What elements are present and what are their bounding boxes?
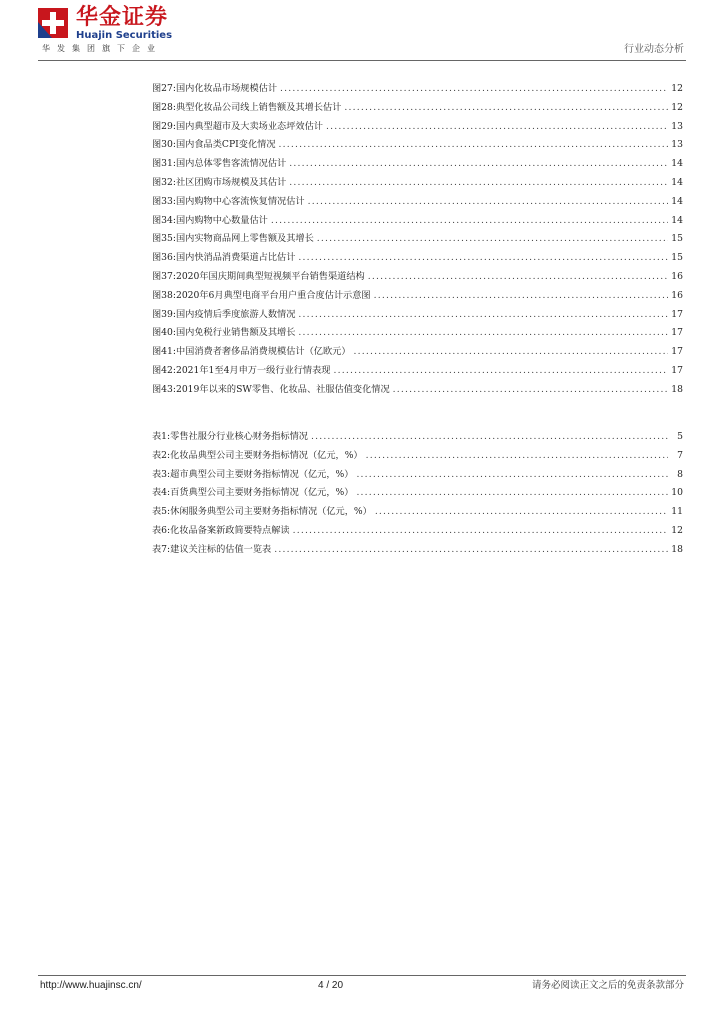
group-affiliation: 华发集团旗下企业 — [42, 44, 162, 53]
toc-entry[interactable] — [152, 249, 683, 268]
toc-entry-title: 2020年国庆期间典型短视频平台销售渠道结构 — [175, 270, 365, 282]
toc-entry-page: 5 — [677, 431, 683, 442]
toc-entry-page: 16 — [671, 289, 683, 301]
toc-entry-title: 2019年以来的SW零售、化妆品、社服估值变化情况 — [175, 383, 390, 395]
toc-entry[interactable] — [152, 541, 683, 560]
toc-entry[interactable] — [152, 484, 683, 503]
toc-entry-label: 图42: — [152, 364, 176, 376]
toc-entry[interactable] — [152, 324, 683, 343]
toc-entry-title: 百货典型公司主要财务指标情况（亿元，%） — [170, 487, 354, 499]
toc-entry-page: 14 — [671, 158, 683, 170]
toc-entry[interactable] — [152, 174, 683, 193]
toc-entry-title: 国内典型超市及大卖场业态坪效估计 — [175, 120, 323, 132]
toc-leader-dots — [368, 268, 668, 287]
toc-entry-label: 表5: — [152, 506, 171, 518]
toc-entry-title: 建议关注标的估值一览表 — [170, 543, 272, 555]
toc-entry-page: 7 — [677, 449, 683, 461]
toc-entry[interactable] — [152, 503, 683, 522]
toc-entry[interactable] — [152, 447, 683, 466]
toc-leader-dots — [326, 118, 668, 137]
figures-toc-list — [152, 80, 683, 400]
toc-entry-page: 15 — [671, 233, 683, 245]
toc-entry[interactable] — [152, 428, 683, 447]
header-divider — [38, 60, 686, 61]
toc-leader-dots — [280, 80, 668, 99]
toc-entry[interactable] — [152, 193, 683, 212]
toc-entry-title: 2020年6月典型电商平台用户重合度估计示意图 — [175, 289, 371, 301]
toc-entry[interactable] — [152, 343, 683, 362]
toc-entry-page: 13 — [671, 139, 683, 151]
toc-leader-dots — [279, 136, 668, 155]
toc-entry-label: 图33: — [152, 195, 176, 207]
toc-entry-label: 图41: — [152, 346, 176, 358]
toc-entry-label: 图28: — [152, 101, 176, 113]
toc-entry-title: 化妆品备案新政简要特点解读 — [170, 524, 290, 536]
toc-entry-label: 图37: — [152, 270, 176, 282]
toc-entry-title: 化妆品典型公司主要财务指标情况（亿元，%） — [170, 449, 363, 461]
toc-entry-label: 图32: — [152, 176, 176, 188]
toc-leader-dots — [375, 503, 668, 522]
huajin-logo-icon — [38, 8, 68, 38]
toc-entry-page: 8 — [677, 468, 683, 480]
toc-entry[interactable] — [152, 155, 683, 174]
toc-entry-page: 17 — [671, 364, 683, 376]
toc-entry-label: 表3: — [152, 468, 171, 480]
toc-entry-page: 14 — [671, 195, 683, 207]
toc-entry[interactable] — [152, 136, 683, 155]
toc-entry[interactable] — [152, 522, 683, 541]
toc-entry[interactable] — [152, 287, 683, 306]
toc-entry-label: 表2: — [152, 449, 171, 461]
footer-website-link[interactable]: http://www.huajinsc.cn/ — [40, 980, 142, 991]
toc-leader-dots — [356, 484, 668, 503]
report-type: 行业动态分析 — [624, 44, 684, 55]
toc-entry[interactable] — [152, 268, 683, 287]
footer-disclaimer: 请务必阅读正文之后的免责条款部分 — [531, 980, 684, 991]
toc-entry-page: 16 — [671, 270, 683, 282]
toc-leader-dots — [374, 287, 668, 306]
toc-entry[interactable] — [152, 230, 683, 249]
toc-entry-title: 国内实物商品网上零售额及其增长 — [175, 233, 314, 245]
toc-leader-dots — [298, 306, 668, 325]
toc-leader-dots — [356, 466, 668, 485]
toc-leader-dots — [317, 230, 668, 249]
toc-entry[interactable] — [152, 466, 683, 485]
toc-entry-page: 13 — [671, 120, 683, 132]
toc-entry-label: 图36: — [152, 252, 176, 264]
toc-entry-title: 国内免税行业销售额及其增长 — [175, 327, 296, 339]
toc-entry-label: 表1: — [152, 431, 171, 442]
toc-entry-label: 图39: — [152, 308, 176, 320]
toc-entry[interactable] — [152, 306, 683, 325]
toc-entry-title: 零售社服分行业核心财务指标情况 — [170, 431, 308, 442]
toc-entry-page: 12 — [671, 524, 683, 536]
toc-entry[interactable] — [152, 381, 683, 400]
toc-entry-page: 15 — [671, 252, 683, 264]
toc-entry-title: 社区团购市场规模及其估计 — [175, 176, 287, 188]
toc-entry-title: 休闲服务典型公司主要财务指标情况（亿元，%） — [170, 506, 372, 518]
toc-entry[interactable] — [152, 362, 683, 381]
page-number: 4 / 20 — [318, 980, 344, 991]
toc-entry-title: 国内疫情后季度旅游人数情况 — [175, 308, 296, 320]
toc-leader-dots — [308, 193, 668, 212]
toc-entry-page: 14 — [671, 214, 683, 226]
toc-entry-label: 图38: — [152, 289, 176, 301]
toc-leader-dots — [354, 343, 668, 362]
toc-leader-dots — [298, 249, 668, 268]
toc-entry-page: 17 — [671, 308, 683, 320]
toc-entry-label: 图30: — [152, 139, 176, 151]
brand-name-chinese: 华金证券 — [76, 5, 169, 30]
toc-entry-label: 图29: — [152, 120, 176, 132]
toc-entry[interactable] — [152, 212, 683, 231]
toc-entry-page: 18 — [671, 383, 683, 395]
toc-entry-label: 图31: — [152, 158, 176, 170]
toc-entry-page: 17 — [671, 327, 683, 339]
toc-entry-title: 国内食品类CPI变化情况 — [175, 139, 276, 151]
toc-leader-dots — [393, 381, 668, 400]
toc-entry-title: 国内购物中心客流恢复情况估计 — [175, 195, 305, 207]
toc-leader-dots — [274, 541, 668, 560]
footer-divider — [38, 975, 686, 976]
toc-entry-label: 图43: — [152, 383, 176, 395]
toc-entry-page: 14 — [671, 176, 683, 188]
toc-entry-title: 中国消费者奢侈品消费规模估计（亿欧元） — [175, 346, 351, 358]
tables-toc-list — [152, 428, 683, 560]
toc-entry-title: 国内快消品消费渠道占比估计 — [175, 252, 296, 264]
toc-entry-page: 18 — [671, 543, 683, 555]
toc-entry-title: 国内购物中心数量估计 — [175, 214, 268, 226]
toc-entry-label: 图27: — [152, 83, 176, 94]
toc-entry-label: 表4: — [152, 487, 171, 499]
toc-entry-title: 超市典型公司主要财务指标情况（亿元，%） — [170, 468, 354, 480]
toc-leader-dots — [344, 99, 668, 118]
brand-name-english: Huajin Securities — [76, 30, 173, 41]
toc-entry[interactable] — [152, 118, 683, 137]
toc-entry[interactable] — [152, 99, 683, 118]
toc-entry-page: 11 — [671, 506, 683, 518]
toc-entry-page: 10 — [671, 487, 683, 499]
toc-leader-dots — [298, 324, 668, 343]
toc-entry-label: 表7: — [152, 543, 171, 555]
toc-leader-dots — [334, 362, 669, 381]
toc-leader-dots — [289, 174, 668, 193]
toc-entry-page: 17 — [671, 346, 683, 358]
toc-entry-title: 典型化妆品公司线上销售额及其增长估计 — [175, 101, 342, 113]
toc-entry-title: 国内化妆品市场规模估计 — [175, 83, 278, 94]
toc-entry-label: 图34: — [152, 214, 176, 226]
toc-leader-dots — [311, 428, 668, 447]
toc-entry-page: 12 — [671, 101, 683, 113]
toc-entry[interactable] — [152, 80, 683, 99]
toc-entry-title: 国内总体零售客流情况估计 — [175, 158, 287, 170]
toc-leader-dots — [293, 522, 668, 541]
toc-entry-label: 表6: — [152, 524, 171, 536]
toc-leader-dots — [289, 155, 668, 174]
toc-entry-page: 12 — [671, 83, 683, 94]
toc-entry-title: 2021年1至4月申万一级行业行情表现 — [175, 364, 331, 376]
toc-entry-label: 图35: — [152, 233, 176, 245]
toc-leader-dots — [271, 212, 668, 231]
toc-entry-label: 图40: — [152, 327, 176, 339]
toc-leader-dots — [366, 447, 668, 466]
page-header — [0, 0, 724, 62]
